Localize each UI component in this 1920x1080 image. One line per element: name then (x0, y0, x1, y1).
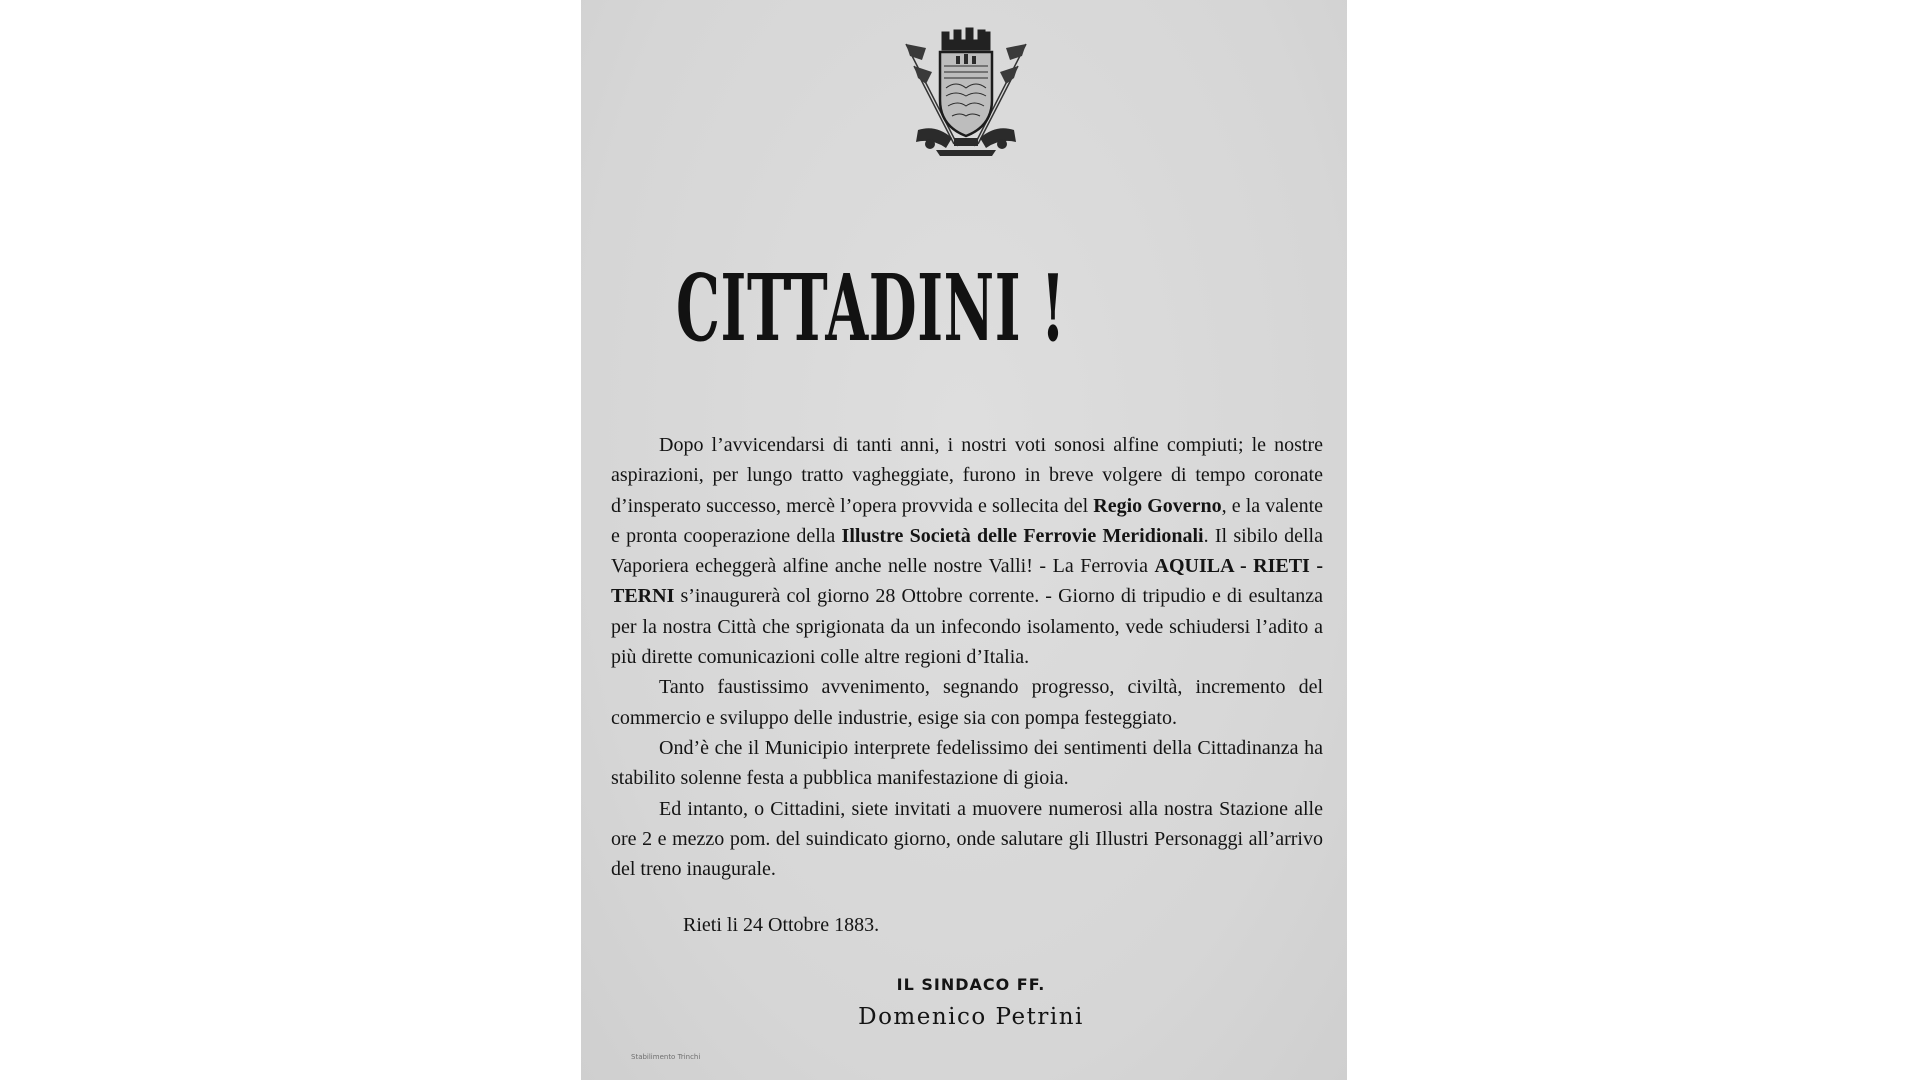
paragraph-3: Ond’è che il Municipio interprete fedelissimo dei sentimenti della Cittadinanza ha stabilito solenne festa a pubblica manifestazione di gioia. (611, 736, 1323, 790)
societa-ferrovie-text: Illustre Società delle Ferrovie Meridionali (841, 524, 1204, 547)
signer-name: Domenico Petrini (858, 1004, 1084, 1030)
paragraph-4: Ed intanto, o Cittadini, siete invitati a muovere numerosi alla nostra Stazione alle ore 2 e mezzo pom. del suindicato giorno, onde salutare gli Illustri Personaggi all’arrivo del treno inaugurale. (611, 797, 1323, 881)
regio-governo-text: Regio Governo (1093, 494, 1222, 517)
poster (581, 0, 1347, 1080)
proclamation-body (611, 430, 1323, 884)
railway-route-text: AQUILA - RIETI - TERNI (611, 555, 1324, 608)
signer-title: IL SINDACO FF. (896, 975, 1046, 994)
paragraph-1: Dopo l’avvicendarsi di tanti anni, i nostri voti sonosi alfine compiuti; le nostre aspirazioni, per lungo tratto vagheggiate, furono in breve volgere di tempo coronate d’insperato successo, mercè l’opera provvida e sollecita del Regio Governo, e la valente e pronta cooperazione della Illustre Società delle Ferrovie Meridionali. Il sibilo della Vaporiera echeggerà alfine anche nelle nostre Valli! - La Ferrovia AQUILA - RIETI - TERNI s’inaugurerà col giorno 28 Ottobre corrente. - Giorno di tripudio e di esultanza per la nostra Città che sprigionata da un infecondo isolamento, vede schiudersi l’adito a più dirette comunicazioni colle altre regioni d’Italia. (611, 434, 1324, 669)
coat-of-arms-emblem (896, 26, 1036, 158)
printer-credit: Stabilimento Trinchi (631, 1053, 701, 1061)
paragraph-2: Tanto faustissimo avvenimento, segnando progresso, civiltà, incremento del commercio e sviluppo delle industrie, esige sia con pompa festeggiato. (611, 676, 1323, 729)
dateline: Rieti li 24 Ottobre 1883. (683, 914, 880, 936)
headline: CITTADINI ! (676, 254, 1066, 362)
